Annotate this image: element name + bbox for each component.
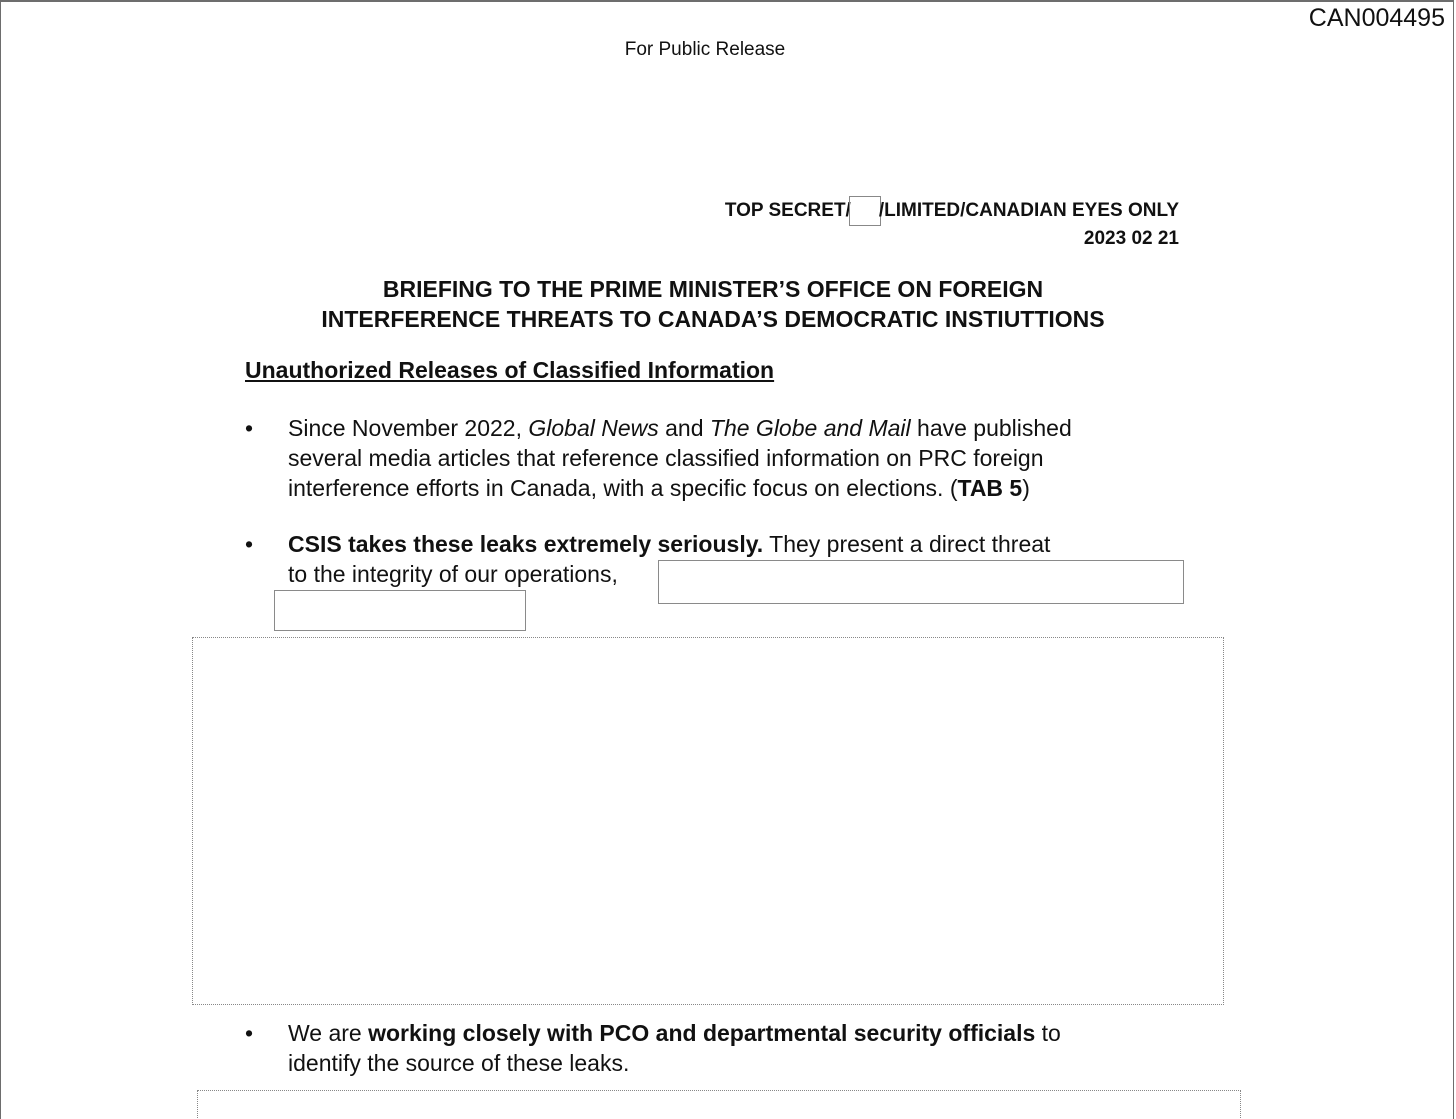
release-note: For Public Release (624, 39, 786, 60)
document-id: CAN004495 (1308, 4, 1445, 32)
text-run: interference efforts in Canada, with a specific focus on elections. ( (288, 475, 958, 501)
bullet-line: identify the source of these leaks. (288, 1050, 630, 1076)
classification-right: /LIMITED/CANADIAN EYES ONLY (878, 200, 1179, 221)
bullet-text (288, 413, 1205, 503)
text-run: and (658, 415, 710, 441)
bullet-line (288, 473, 1205, 503)
classification-left: TOP SECRET/ (724, 200, 851, 221)
bullet-line (288, 413, 1205, 443)
bold-text: CSIS takes these leaks extremely seriously. (288, 531, 764, 557)
document-date: 2023 02 21 (1083, 228, 1179, 249)
bullet-line: to the integrity of our operations, (288, 561, 618, 587)
title-line-1: BRIEFING TO THE PRIME MINISTER’S OFFICE ON FOREIGN (382, 276, 1044, 302)
bullet-marker: • (245, 531, 254, 557)
bullet-item-3 (245, 1018, 1205, 1078)
bullet-line (288, 529, 1205, 559)
classification-block (725, 196, 1179, 252)
publication-name: The Globe and Mail (709, 415, 911, 441)
title-line-2: INTERFERENCE THREATS TO CANADA’S DEMOCRATIC INSTIUTTIONS (321, 306, 1105, 332)
bold-text: working closely with PCO and departmental security officials (368, 1020, 1036, 1046)
redaction-box (658, 560, 1184, 604)
text-run: ) (1022, 475, 1030, 501)
text-run: have published (910, 415, 1072, 441)
bullet-marker: • (245, 1020, 254, 1046)
text-run: Since November 2022, (288, 415, 529, 441)
text-run: to (1035, 1020, 1061, 1046)
text-run: They present a direct threat (763, 531, 1051, 557)
bullet-line (288, 1018, 1205, 1048)
document-title (213, 274, 1213, 334)
redaction-box (274, 590, 526, 631)
publication-name: Global News (528, 415, 659, 441)
text-run: We are (288, 1020, 369, 1046)
inline-redaction-box (849, 196, 881, 226)
tab-reference: TAB 5 (957, 475, 1023, 501)
bullet-text (288, 1018, 1205, 1078)
bullet-item-1 (245, 413, 1205, 503)
section-heading: Unauthorized Releases of Classified Information (245, 357, 775, 383)
bullet-marker: • (245, 415, 254, 441)
redaction-box-large (192, 637, 1224, 1005)
bullet-line: several media articles that reference classified information on PRC foreign (288, 445, 1044, 471)
classification-line (725, 196, 1179, 226)
redaction-box-bottom (197, 1090, 1241, 1119)
